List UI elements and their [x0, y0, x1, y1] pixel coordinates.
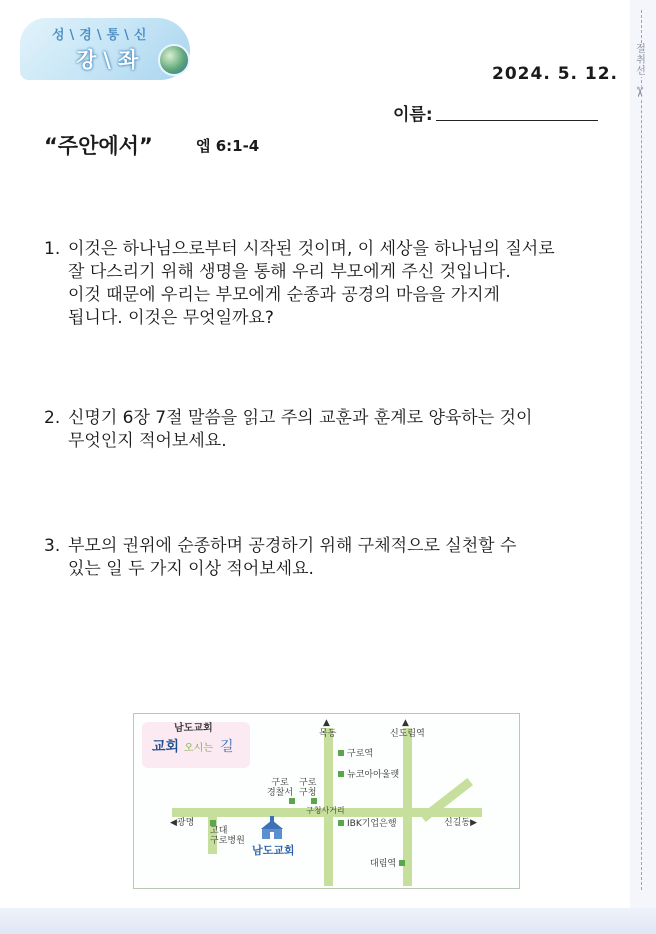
label-daerim: 대림역 — [370, 859, 397, 869]
scissors-icon: ✂ — [630, 86, 647, 98]
label-church-name: 남도교회 — [252, 844, 295, 857]
scan-edge — [0, 908, 656, 934]
question-number: 1. — [44, 239, 61, 259]
question-number: 2. — [44, 408, 61, 428]
question-line: 이것은 하나님으로부터 시작된 것이며, 이 세상을 하나님의 질서로 — [68, 239, 555, 259]
lesson-title: “주안에서” — [44, 134, 153, 158]
question-line: 잘 다스리기 위해 생명을 통해 우리 부모에게 주신 것입니다. — [68, 262, 511, 282]
question-line: 신명기 6장 7절 말씀을 읽고 주의 교훈과 훈계로 양육하는 것이 — [68, 408, 533, 428]
label-ibk: IBK기업은행 — [347, 819, 397, 829]
label-junction: 구청사거리 — [306, 806, 345, 815]
logo-subtitle: 성\경\통\신 — [52, 28, 152, 43]
name-blank-line[interactable] — [436, 120, 598, 121]
label-sinjildong: 신길동▶ — [444, 818, 478, 828]
question-number: 3. — [44, 536, 61, 556]
station-marker — [311, 798, 317, 804]
church-directions-map — [133, 713, 520, 889]
station-marker — [338, 771, 344, 777]
question-2 — [44, 407, 532, 453]
north-arrow-icon: ▲ — [402, 718, 409, 728]
logo-title: 강\좌 — [76, 48, 146, 72]
map-heading-way: 길 — [220, 739, 234, 755]
label-guro-station: 구로역 — [347, 749, 374, 759]
question-line: 이것 때문에 우리는 부모에게 순종과 공경의 마음을 가지게 — [68, 285, 500, 305]
question-line: 무엇인지 적어보세요. — [68, 431, 227, 451]
church-name-small: 남도교회 — [174, 723, 213, 734]
map-heading-coming: 오시는 — [184, 743, 213, 754]
scripture-reference: 엡 6:1-4 — [196, 137, 260, 155]
question-line: 있는 일 두 가지 이상 적어보세요. — [68, 559, 314, 579]
question-3 — [44, 535, 516, 581]
label-guro-police: 구로 경찰서 — [267, 778, 294, 798]
name-label: 이름: — [393, 105, 433, 125]
map-heading-church: 교회 — [152, 739, 180, 755]
cut-line-label: 절취선 — [634, 44, 648, 77]
worksheet-date: 2024. 5. 12. — [492, 64, 619, 84]
course-logo — [20, 18, 190, 80]
north-arrow-icon: ▲ — [323, 718, 330, 728]
station-marker — [338, 820, 344, 826]
label-sindorim: 신도림역 — [390, 729, 425, 739]
label-guro-office: 구로 구청 — [299, 778, 317, 798]
globe-icon — [158, 44, 190, 76]
label-newcore: 뉴코아아울렛 — [347, 770, 400, 780]
label-mokdong: 목동 — [319, 729, 337, 739]
cut-line — [641, 10, 642, 890]
station-marker — [289, 798, 295, 804]
question-1 — [44, 238, 555, 330]
question-line: 부모의 권위에 순종하며 공경하기 위해 구체적으로 실천할 수 — [68, 536, 517, 556]
label-korea-univ-hospital: 고대 구로병원 — [210, 826, 245, 846]
question-line: 됩니다. 이것은 무엇일까요? — [68, 308, 274, 328]
station-marker — [399, 860, 405, 866]
label-gwangmyeong: ◀광명 — [170, 818, 195, 828]
church-icon — [259, 816, 285, 842]
station-marker — [338, 750, 344, 756]
